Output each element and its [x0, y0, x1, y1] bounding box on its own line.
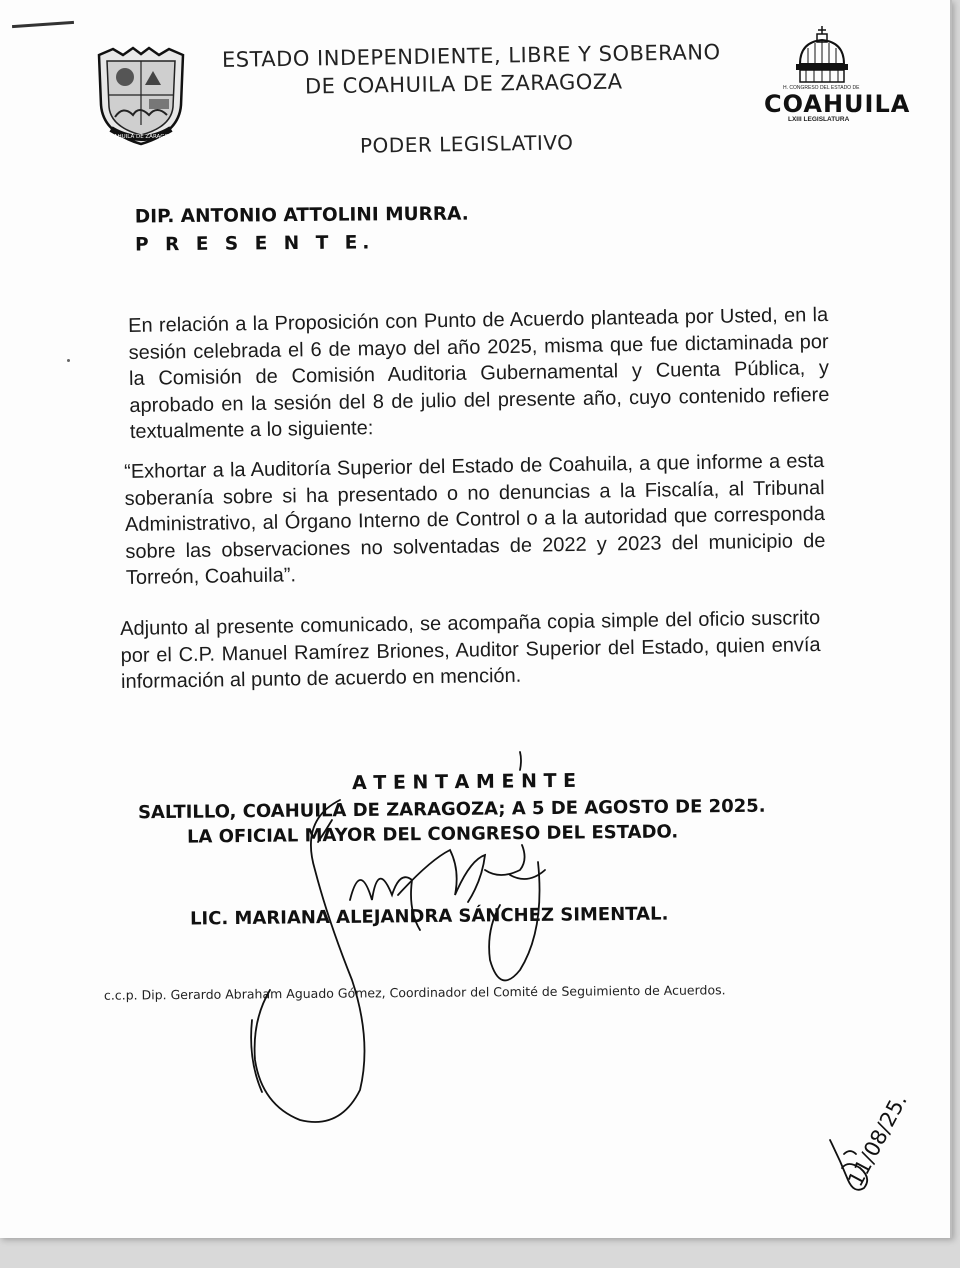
logo-top-text: H. CONGRESO DEL ESTADO DE: [783, 85, 860, 91]
received-initials-note: [826, 1070, 946, 1200]
addressee-name: DIP. ANTONIO ATTOLINI MURRA.: [134, 203, 469, 228]
state-seal-icon: [93, 45, 188, 147]
margin-mark: [12, 21, 74, 28]
seal-text: COAHUILA DE ZARAGOZA: [105, 134, 177, 140]
signer-name: LIC. MARIANA ALEJANDRA SÁNCHEZ SIMENTAL.: [189, 903, 669, 930]
body-paragraph-1: En relación a la Proposición con Punto de Acuerdo planteada por Usted, en la sesión celebrada el 6 de mayo del año 2025, misma que fue dictaminada por la Comisión de Comisión Auditoria Gubernamental y Cuenta Pública, y aprobado en la sesión del 8 de julio del presente año, cuyo contenido refiere textualmente a lo siguiente:: [128, 304, 830, 443]
logo-legislature: LXIII LEGISLATURA: [788, 116, 850, 123]
header-line-1: ESTADO INDEPENDIENTE, LIBRE Y SOBERANO: [221, 40, 721, 72]
quoted-agreement: “Exhortar a la Auditoría Superior del Estado de Coahuila, a que informe a esta soberanía sobre si ha presentado o no denuncias a la Fiscalía, al Tribunal Administrativo, al Órgano Interno de Control o a la autoridad que corresponda sobre las observaciones no solventadas de 2022 y 2023 del municipio de Torreón, Coahuila”.: [124, 450, 826, 589]
addressee-salutation: P R E S E N T E.: [135, 232, 375, 256]
ccp-line: c.c.p. Dip. Gerardo Abraham Aguado Gómez, Coordinador del Comité de Seguimiento de Acuerdos.: [103, 982, 726, 1003]
addressee-block: [135, 201, 469, 260]
closing-office: LA OFICIAL MAYOR DEL CONGRESO DEL ESTADO.: [186, 821, 679, 848]
closing-atentamente: A T E N T A M E N T E: [351, 769, 577, 795]
logo-name: COAHUILA: [764, 90, 911, 118]
body-paragraph-2: Adjunto al presente comunicado, se acompaña copia simple del oficio suscrito por el C.P. Manuel Ramírez Briones, Auditor Superior del Estado, quien envía información al punto de acuerdo en mención.: [120, 607, 821, 693]
received-date-note: 11/08/25.: [843, 1089, 912, 1191]
speck: [67, 359, 70, 362]
header-branch: PODER LEGISLATIVO: [359, 130, 574, 158]
header-line-2: DE COAHUILA DE ZARAGOZA: [304, 69, 623, 99]
closing-place-date: SALTILLO, COAHUILA DE ZARAGOZA; A 5 DE AGOSTO DE 2025.: [137, 795, 766, 824]
